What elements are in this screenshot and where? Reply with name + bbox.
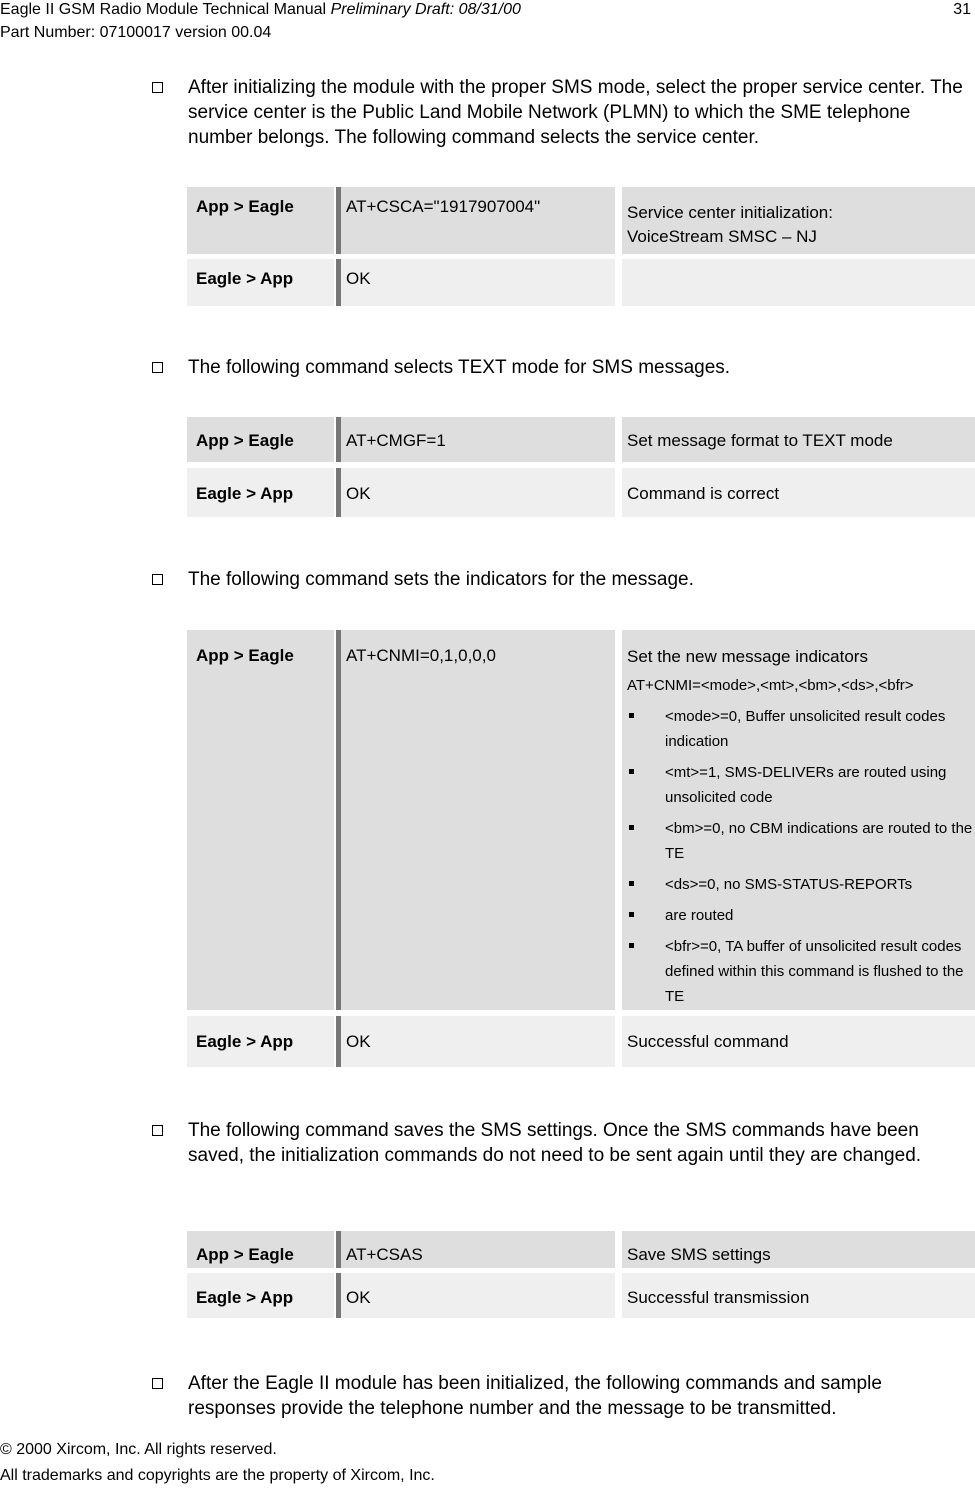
description-cell: [622, 259, 975, 306]
paragraph-after-init: After the Eagle II module has been initialized, the following commands and sample responses provide the telephone number and the message to be transmitted.: [188, 1373, 882, 1419]
description-cell: Save SMS settings: [622, 1231, 975, 1268]
page-header: [0, 0, 975, 20]
command-cell: AT+CMGF=1: [336, 417, 615, 462]
description-line: VoiceStream SMSC – NJ: [627, 227, 817, 246]
description-cell: Successful command: [622, 1016, 975, 1067]
trademarks: All trademarks and copyrights are the property of Xircom, Inc.: [0, 1467, 435, 1484]
direction-cell: Eagle > App: [187, 1273, 334, 1318]
direction-cell: App > Eagle: [187, 1231, 334, 1268]
paragraph-service-center: After initializing the module with the proper SMS mode, select the proper service center. The service center is the Public Land Mobile Network (PLMN) to which the SME telephone number belongs. The following command selects the service center.: [188, 77, 963, 148]
list-item: <bm>=0, no CBM indications are routed to the TE: [627, 816, 975, 866]
description-cell: Successful transmission: [622, 1273, 975, 1318]
list-item: <mode>=0, Buffer unsolicited result codes indication: [627, 704, 975, 754]
command-cell: OK: [336, 1016, 615, 1067]
list-item: <ds>=0, no SMS-STATUS-REPORTs: [627, 872, 975, 897]
command-cell: OK: [336, 468, 615, 517]
list-item: <mt>=1, SMS-DELIVERs are routed using unsolicited code: [627, 760, 975, 810]
page-number: 31: [953, 1, 971, 18]
list-item: <bfr>=0, TA buffer of unsolicited result codes defined within this command is flushed to the TE: [627, 934, 975, 1009]
checkbox-bullet-icon: [152, 362, 163, 373]
description-line: Set the new message indicators: [627, 647, 868, 666]
copyright: © 2000 Xircom, Inc. All rights reserved.: [0, 1441, 277, 1458]
command-cell: OK: [336, 259, 615, 306]
command-cell: AT+CSCA="1917907004": [336, 187, 615, 254]
description-cell: [622, 187, 975, 254]
direction-cell: App > Eagle: [187, 630, 334, 1010]
direction-cell: Eagle > App: [187, 1016, 334, 1067]
description-line: Service center initialization:: [627, 203, 833, 222]
description-cell: [622, 630, 975, 1010]
checkbox-bullet-icon: [152, 1378, 163, 1389]
paragraph-text-mode: The following command selects TEXT mode for SMS messages.: [188, 357, 731, 378]
command-cell: AT+CNMI=0,1,0,0,0: [336, 630, 615, 1010]
checkbox-bullet-icon: [152, 1125, 163, 1136]
description-cell: Set message format to TEXT mode: [622, 417, 975, 462]
paragraph-save-settings: The following command saves the SMS settings. Once the SMS commands have been saved, the initialization commands do not need to be sent again until they are changed.: [188, 1120, 922, 1166]
direction-cell: Eagle > App: [187, 259, 334, 306]
square-bullet-icon: [629, 881, 634, 886]
manual-title: Eagle II GSM Radio Module Technical Manual: [0, 1, 327, 18]
square-bullet-icon: [629, 713, 634, 718]
syntax-line: AT+CNMI=<mode>,<mt>,<bm>,<ds>,<bfr>: [627, 677, 914, 694]
checkbox-bullet-icon: [152, 82, 163, 93]
direction-cell: Eagle > App: [187, 468, 334, 517]
paragraph-indicators: The following command sets the indicators for the message.: [188, 569, 694, 590]
command-cell: AT+CSAS: [336, 1231, 615, 1268]
draft-label: Preliminary Draft: 08/31/00: [330, 1, 521, 18]
part-number: Part Number: 07100017 version 00.04: [0, 24, 272, 41]
command-cell: OK: [336, 1273, 615, 1318]
square-bullet-icon: [629, 825, 634, 830]
square-bullet-icon: [629, 912, 634, 917]
list-item: are routed: [627, 903, 975, 928]
description-cell: Command is correct: [622, 468, 975, 517]
checkbox-bullet-icon: [152, 574, 163, 585]
square-bullet-icon: [629, 769, 634, 774]
direction-cell: App > Eagle: [187, 417, 334, 462]
direction-cell: App > Eagle: [187, 187, 334, 254]
square-bullet-icon: [629, 943, 634, 948]
